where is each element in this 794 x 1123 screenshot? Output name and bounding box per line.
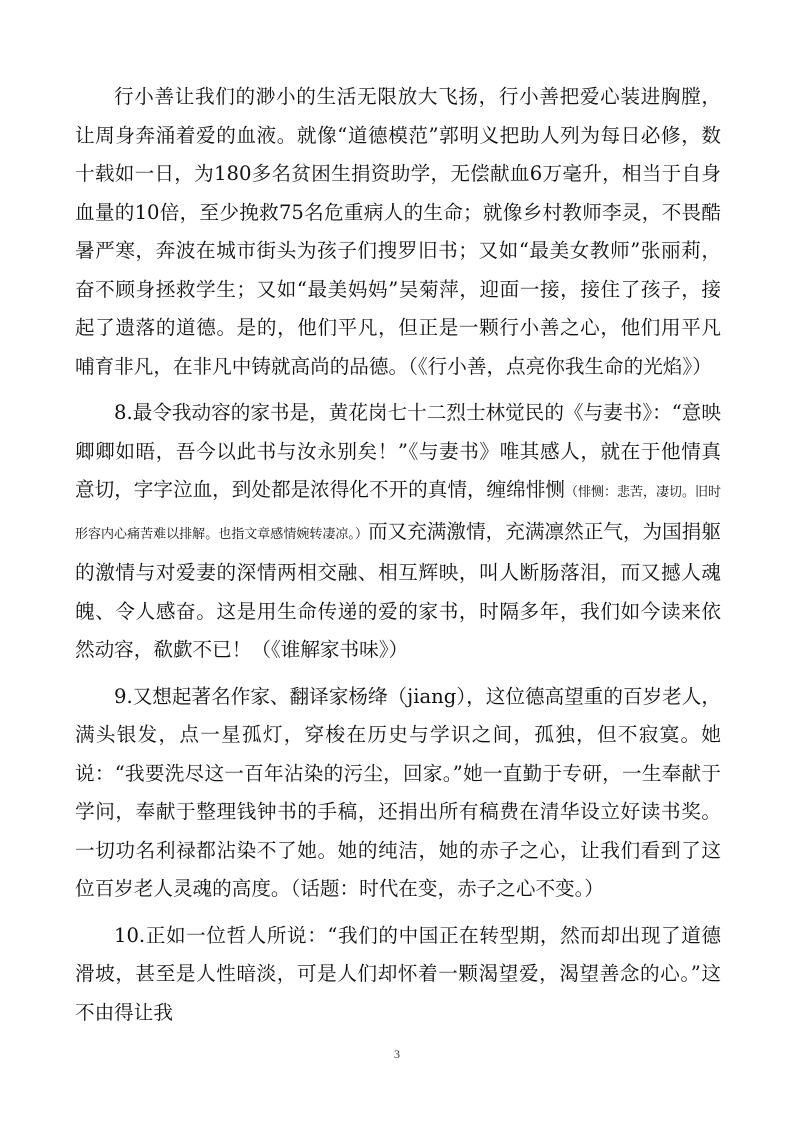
annotation-note: （悱恻：悲苦，凄切。旧时形容内心痛苦难以排解。也指文章感情婉转凄凉。）: [75, 485, 721, 542]
paragraph-3: 9.又想起著名作家、翻译家杨绛（jiang），这位德高望重的百岁老人，满头银发，点一星孤灯，穿梭在历史与学识之间，孤独，但不寂寞。她说：“我要洗尽这一百年沾染的污尘，回家。”她一直勤于专研，一生奉献于学问，奉献于整理钱钟书的手稿，还捐出所有稿费在清华设立好读书奖。一切功名利禄都沾染不了她。她的纯洁，她的赤子之心，让我们看到了这位百岁老人灵魂的高度。（话题：时代在变，赤子之心不变。）: [75, 684, 721, 900]
paragraph-2: [75, 394, 721, 670]
paragraph-1: 行小善让我们的渺小的生活无限放大飞扬，行小善把爱心装进胸膛，让周身奔涌着爱的血液。就像“道德模范”郭明义把助人列为每日必修，数十载如一日，为180多名贫困生捐资助学，无偿献血6万毫升，相当于自身血量的10倍，至少挽救75名危重病人的生命；就像乡村教师李灵，不畏酷暑严寒，奔波在城市街头为孩子们搜罗旧书；又如“最美女教师”张丽莉，奋不顾身拯救学生；又如“最美妈妈”吴菊萍，迎面一接，接住了孩子，接起了遗落的道德。是的，他们平凡，但正是一颗行小善之心，他们用平凡哺育非凡，在非凡中铸就高尚的品德。（《行小善，点亮你我生命的光焰》）: [75, 85, 721, 378]
document-body: [75, 78, 721, 1032]
paragraph-4: 10.正如一位哲人所说：“我们的中国正在转型期，然而却出现了道德滑坡，甚至是人性暗淡，可是人们却怀着一颗渴望爱，渴望善念的心。”这不由得让我: [75, 923, 721, 1024]
page-number: 3: [394, 1047, 400, 1061]
paragraph-2-text-after: 而又充满激情，充满凛然正气，为国捐躯的激情与对爱妻的深情两相交融、相互辉映，叫人断肠落泪，而又撼人魂魄、令人感奋。这是用生命传递的爱的家书，时隔多年，我们如今读来依然动容，欷歔不已！（《谁解家书味》）: [75, 519, 721, 661]
paragraph-2-text-before: 8.最令我动容的家书是，黄花岗七十二烈士林觉民的《与妻书》：“意映卿卿如晤，吾今以此书与汝永别矣！”《与妻书》唯其感人，就在于他情真意切，字字泣血，到处都是浓得化不开的真情，缠绵悱恻: [75, 401, 721, 501]
